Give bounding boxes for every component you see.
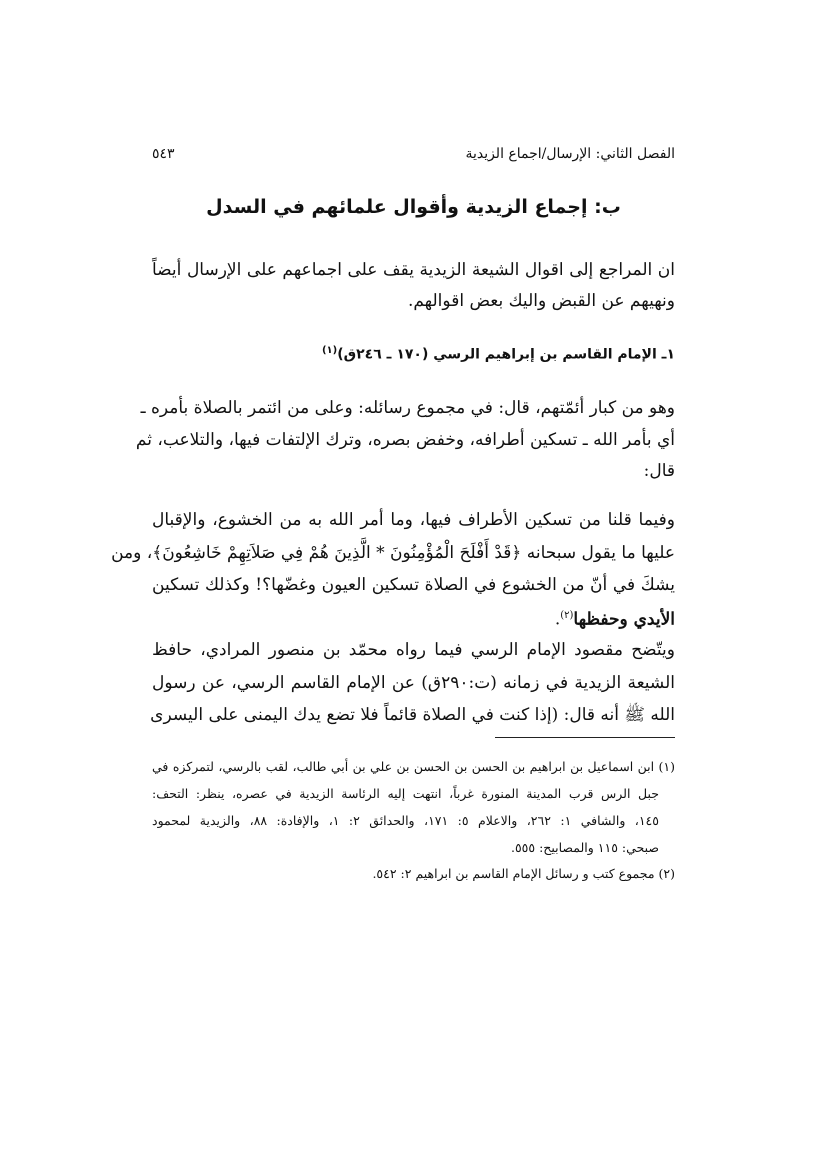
- para-line: الشيعة الزيدية في زمانه (ت:٢٩٠ق) عن الإمام القاسم الرسي، عن رسول: [152, 673, 676, 693]
- footnote-line: (٢) مجموع كتب و رسائل الإمام القاسم بن ابراهيم ٢: ٥٤٢.: [372, 866, 675, 881]
- subsection-heading: [152, 345, 675, 363]
- section-title: ب: إجماع الزيدية وأقوال علمائهم في السدل: [206, 196, 621, 218]
- footnote-line: صبحي: ١١٥ والمصابيح: ٥٥٥.: [510, 840, 659, 855]
- subsection-heading-text: ١ـ الإمام القاسم بن إبراهيم الرسي (١٧٠ ـ ٢٤٦ق): [337, 346, 675, 363]
- footnote-ref: (٢): [560, 610, 574, 621]
- para-line: قال:: [643, 461, 675, 481]
- intro-line: ان المراجع إلى اقوال الشيعة الزيدية يقف على اجماعهم على الإرسال أيضاً: [152, 260, 675, 280]
- intro-line: ونهيهم عن القبض واليك بعض اقوالهم.: [407, 291, 675, 311]
- running-header-chapter: الفصل الثاني: الإرسال/اجماع الزيدية: [465, 146, 675, 162]
- period: .: [554, 609, 561, 630]
- para-line: يشكَ في أنّ من الخشوع في الصلاة تسكين العيون وغضّها؟! وكذلك تسكين: [152, 575, 675, 595]
- para-line: عليها ما يقول سبحانه ﴿قَدْ أَفْلَحَ الْمُؤْمِنُونَ * الَّذِينَ هُمْ فِي صَلاَتِهِمْ خَاشِعُونَ﴾، ومن: [111, 543, 675, 563]
- para-bold-text: الأيدي وحفظها: [573, 609, 675, 630]
- footnote-line: (١) ابن اسماعيل بن ابراهيم بن الحسن بن الحسن بن علي بن أبي طالب، لقب بالرسي، لتمركزه في: [152, 759, 675, 774]
- para-line: وهو من كبار أئمّتهم، قال: في مجموع رسائله: وعلى من ائتمر بالصلاة بأمره ـ: [140, 398, 675, 418]
- para-line: أي بأمر الله ـ تسكين أطرافه، وخفض بصره، وترك الإلتفات فيها، والتلاعب، ثم: [135, 430, 675, 450]
- para-line: [152, 603, 675, 633]
- footnote-line: ١٤٥، والشافي ١: ٢٦٢، والاعلام ٥: ١٧١، والحدائق ٢: ١، والإفادة: ٨٨، والزيدية لمحمود: [152, 813, 659, 828]
- footnote-separator: [495, 737, 675, 738]
- page-number: ٥٤٣: [152, 146, 175, 162]
- footnote-line: جبل الرس قرب المدينة المنورة غرباً، انتهت إليه الرئاسة الزيدية في عصره، ينظر: التحف:: [152, 786, 659, 801]
- footnote-ref: (١): [321, 345, 338, 356]
- para-line: وفيما قلنا من تسكين الأطراف فيها، وما أمر الله به من الخشوع، والإقبال: [152, 510, 675, 530]
- para-line: ويتّضح مقصود الإمام الرسي فيما رواه محمّد بن منصور المرادي، حافظ: [152, 640, 675, 660]
- para-line: الله ﷺ أنه قال: (إذا كنت في الصلاة قائماً فلا تضع يدك اليمنى على اليسرى: [150, 705, 675, 725]
